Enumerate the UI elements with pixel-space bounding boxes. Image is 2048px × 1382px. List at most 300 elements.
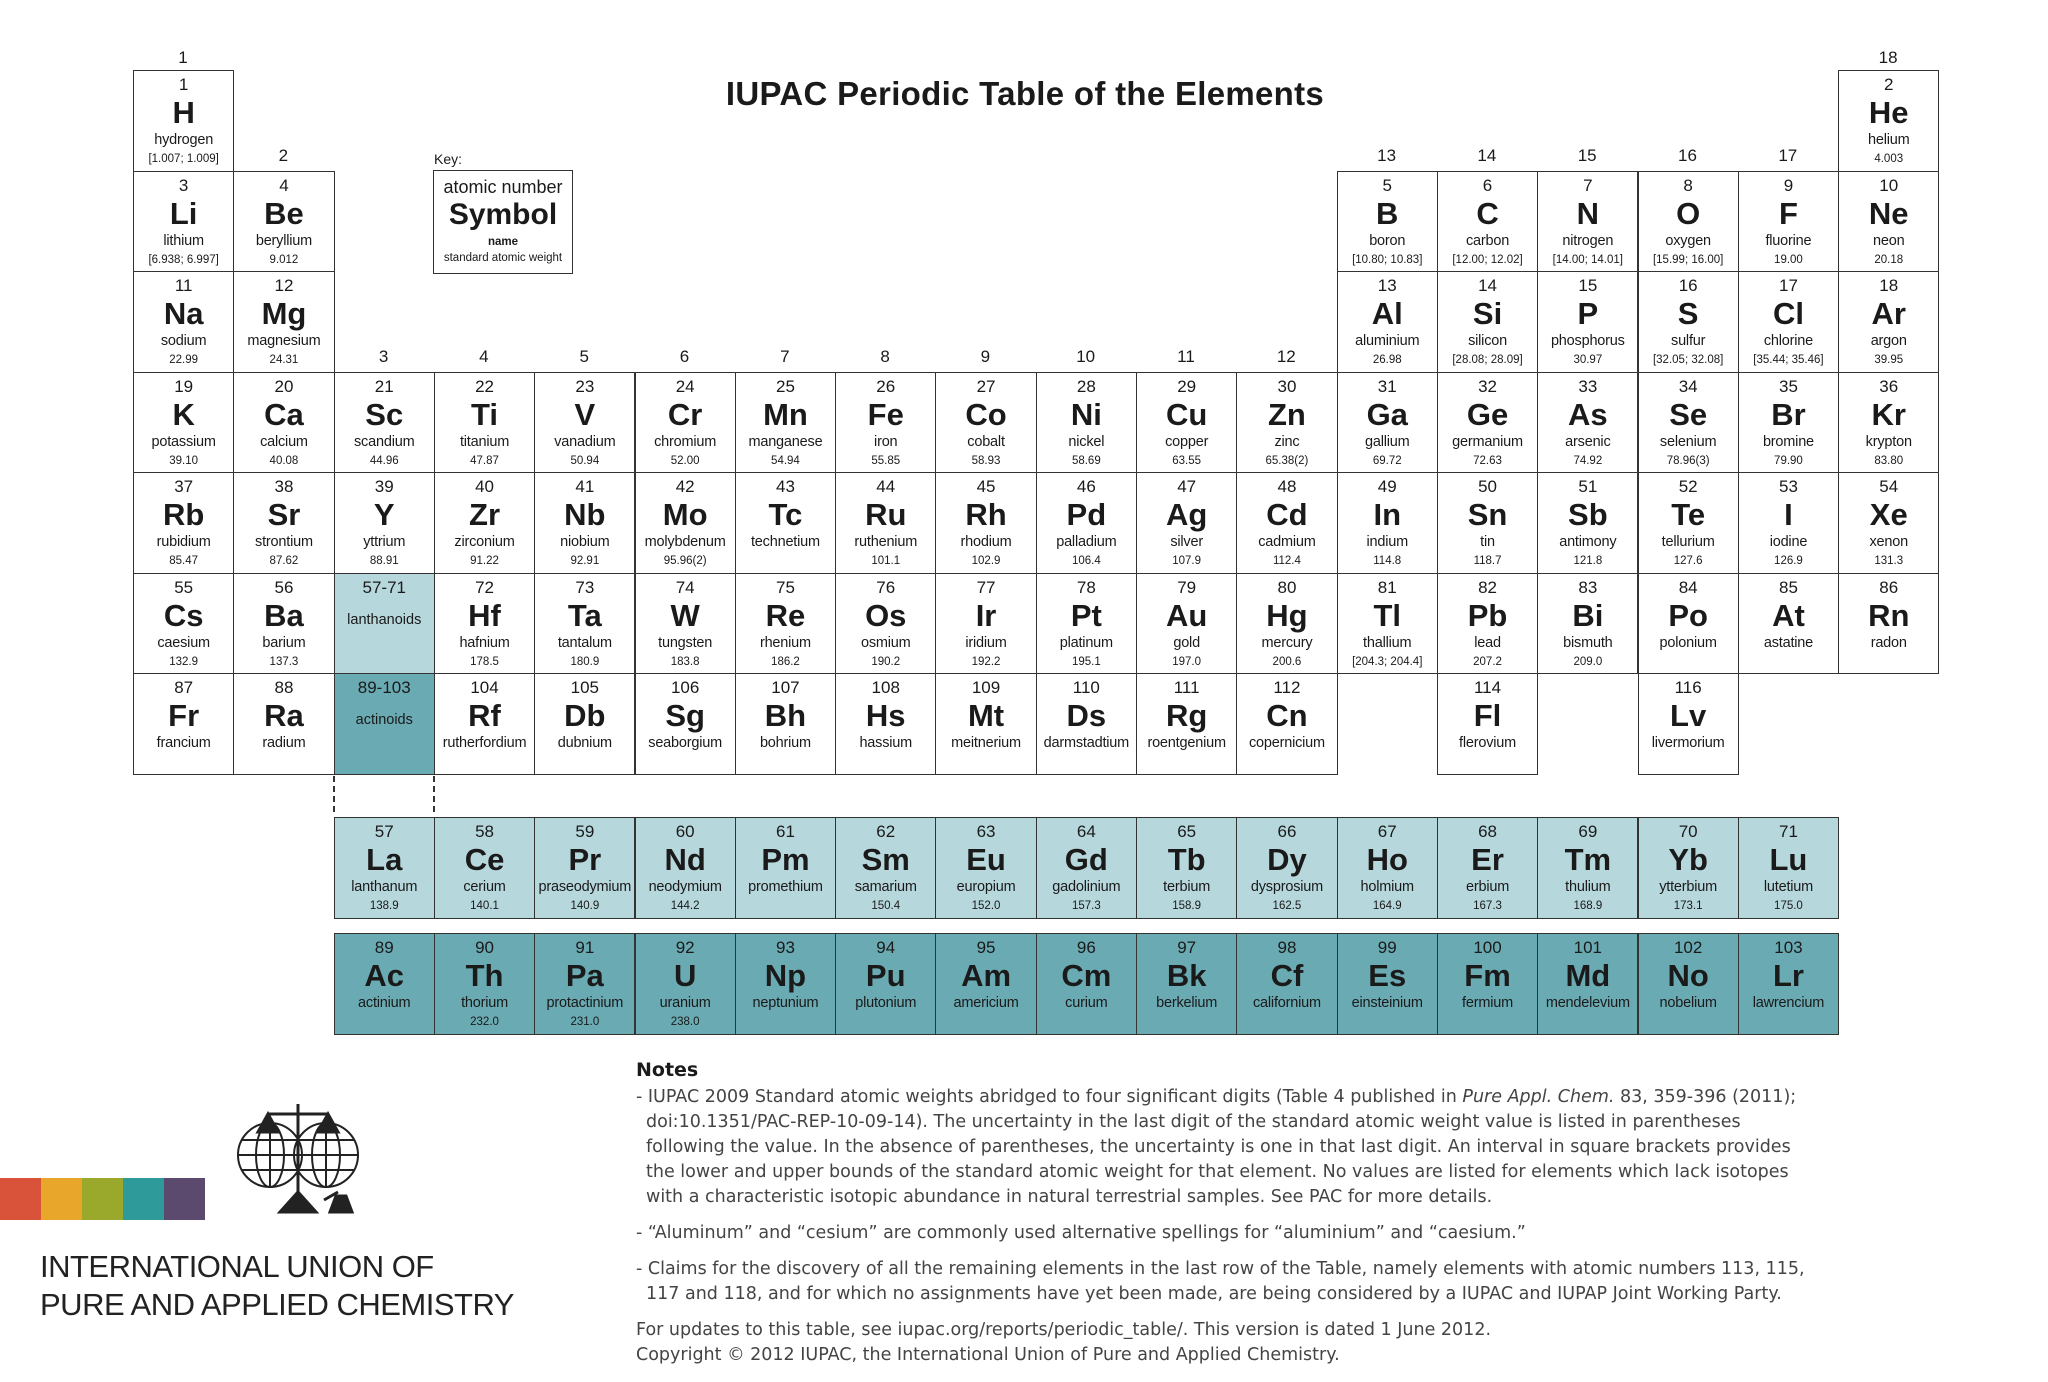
element-name: erbium bbox=[1465, 879, 1510, 895]
atomic-weight: 30.97 bbox=[1573, 354, 1603, 366]
element-cell-Ge bbox=[1437, 372, 1538, 474]
element-cell-He bbox=[1838, 70, 1939, 172]
atomic-weight: 140.1 bbox=[470, 900, 499, 912]
group-number-label: 6 bbox=[679, 346, 690, 366]
element-cell-Ho bbox=[1337, 817, 1438, 919]
atomic-number: 93 bbox=[775, 938, 795, 957]
element-symbol: Ds bbox=[1066, 698, 1107, 733]
element-cell-Zn bbox=[1236, 372, 1337, 474]
element-cell-Ac bbox=[334, 933, 435, 1035]
element-name: copper bbox=[1165, 433, 1209, 450]
atomic-number: 58 bbox=[475, 822, 494, 841]
element-cell-Lv bbox=[1638, 673, 1739, 775]
element-cell-Ga bbox=[1337, 372, 1438, 474]
element-name: roentgenium bbox=[1147, 735, 1226, 751]
element-name: copernicium bbox=[1248, 735, 1325, 751]
element-cell-B bbox=[1337, 171, 1438, 273]
atomic-number: 34 bbox=[1678, 376, 1698, 396]
element-symbol: Ar bbox=[1871, 296, 1906, 331]
element-symbol: Kr bbox=[1871, 396, 1906, 432]
element-symbol: U bbox=[673, 958, 697, 993]
group-number-label: 8 bbox=[880, 346, 890, 366]
series-connector-left bbox=[333, 776, 335, 812]
element-cell-Es bbox=[1337, 933, 1438, 1035]
element-name: iron bbox=[874, 433, 898, 450]
element-symbol: P bbox=[1577, 296, 1599, 331]
element-cell-Hs bbox=[835, 673, 936, 775]
key-label: Key: bbox=[434, 151, 463, 167]
element-symbol: Fm bbox=[1464, 958, 1511, 993]
element-cell-Nb bbox=[534, 472, 635, 574]
atomic-number: 15 bbox=[1578, 276, 1598, 295]
element-cell-Se bbox=[1638, 372, 1739, 474]
element-name: berkelium bbox=[1156, 995, 1218, 1011]
atomic-number: 76 bbox=[876, 577, 896, 597]
atomic-number: 18 bbox=[1879, 276, 1899, 295]
atomic-number: 43 bbox=[775, 477, 795, 496]
group-number-label: 2 bbox=[278, 145, 289, 165]
notes-updates: For updates to this table, see iupac.org/reports/periodic_table/. This version is dated 1 June 2012. bbox=[636, 1320, 1492, 1340]
atomic-number: 36 bbox=[1879, 376, 1899, 396]
element-cell-Pt bbox=[1036, 573, 1137, 675]
element-cell-F bbox=[1738, 171, 1839, 273]
element-symbol: Bh bbox=[764, 698, 807, 733]
element-cell-S bbox=[1638, 271, 1739, 373]
atomic-weight: [35.44; 35.46] bbox=[1753, 354, 1824, 366]
atomic-weight: 138.9 bbox=[369, 900, 399, 912]
element-name: curium bbox=[1065, 995, 1108, 1011]
atomic-number: 82 bbox=[1478, 577, 1497, 597]
element-symbol: Lv bbox=[1670, 698, 1707, 733]
atomic-weight: 140.9 bbox=[570, 900, 600, 912]
atomic-weight: 197.0 bbox=[1172, 655, 1202, 668]
element-name: ytterbium bbox=[1659, 879, 1718, 895]
element-symbol: As bbox=[1568, 396, 1608, 432]
atomic-weight: 126.9 bbox=[1774, 555, 1803, 567]
atomic-number: 32 bbox=[1478, 376, 1497, 396]
element-symbol: Ni bbox=[1070, 396, 1102, 432]
element-name: californium bbox=[1252, 995, 1321, 1011]
placeholder-label: lanthanoids bbox=[347, 611, 422, 628]
element-cell-Si bbox=[1437, 271, 1538, 373]
atomic-number: 16 bbox=[1678, 276, 1698, 295]
element-cell-Pd bbox=[1036, 472, 1137, 574]
element-name: manganese bbox=[748, 433, 823, 450]
atomic-weight: [1.007; 1.009] bbox=[148, 153, 219, 165]
notes-copyright: Copyright © 2012 IUPAC, the International Union of Pure and Applied Chemistry. bbox=[636, 1345, 1340, 1365]
atomic-number: 91 bbox=[575, 938, 595, 957]
group-number-label: 5 bbox=[579, 346, 589, 366]
atomic-weight: 20.18 bbox=[1874, 253, 1904, 266]
atomic-number: 98 bbox=[1277, 938, 1297, 957]
atomic-number: 46 bbox=[1076, 477, 1096, 496]
element-name: caesium bbox=[157, 634, 210, 651]
element-name: calcium bbox=[260, 433, 308, 450]
element-symbol: Sg bbox=[665, 698, 705, 733]
element-symbol: In bbox=[1373, 497, 1402, 532]
element-symbol: Ag bbox=[1165, 497, 1208, 532]
atomic-weight: 118.7 bbox=[1473, 555, 1502, 567]
atomic-weight: 40.08 bbox=[269, 454, 299, 467]
atomic-number: 48 bbox=[1277, 477, 1297, 496]
brand-band bbox=[0, 1178, 41, 1220]
atomic-weight: 39.10 bbox=[169, 454, 199, 467]
element-symbol: Lu bbox=[1769, 842, 1808, 877]
element-name: europium bbox=[956, 879, 1016, 895]
atomic-number: 49 bbox=[1377, 477, 1397, 496]
element-symbol: Xe bbox=[1869, 497, 1908, 532]
atomic-number: 66 bbox=[1277, 822, 1297, 841]
atomic-number: 87 bbox=[174, 678, 194, 697]
element-name: vanadium bbox=[554, 433, 616, 450]
group-number-label: 18 bbox=[1878, 48, 1898, 67]
element-cell-Pa bbox=[534, 933, 635, 1035]
note-1: - IUPAC 2009 Standard atomic weights abridged to four significant digits (Table 4 published in Pure Appl. Chem. 83, 359-396 (2011); doi:10.1351/PAC-REP-10-09-14). The uncertainty in the last digit of the standard atomic weight value is listed in parentheses following the value. In the absence of parentheses, the uncertainty is one in that last digit. An interval in square brackets provides the lower and upper bounds of the standard atomic weight for that element. No values are listed for elements which lack isotopes with a characteristic isotopic abundance in natural terrestrial samples. See PAC for more details. bbox=[636, 1087, 1797, 1207]
group-number-label: 7 bbox=[780, 346, 790, 366]
atomic-number: 39 bbox=[374, 477, 394, 496]
atomic-number: 42 bbox=[675, 477, 695, 496]
key-symbol: Symbol bbox=[448, 198, 558, 231]
element-name: radium bbox=[262, 735, 306, 751]
atomic-weight: 207.2 bbox=[1473, 655, 1502, 668]
atomic-number: 106 bbox=[670, 678, 700, 697]
atomic-number: 71 bbox=[1778, 822, 1798, 841]
key-weight: standard atomic weight bbox=[443, 252, 563, 264]
group-number-label: 9 bbox=[980, 346, 991, 366]
element-cell-Ra bbox=[233, 673, 334, 775]
atomic-number: 89 bbox=[374, 938, 394, 957]
atomic-number: 12 bbox=[274, 276, 294, 295]
atomic-number: 92 bbox=[675, 938, 695, 957]
element-name: holmium bbox=[1360, 879, 1414, 895]
atomic-weight: 209.0 bbox=[1573, 655, 1603, 668]
atomic-weight: 87.62 bbox=[269, 555, 299, 567]
group-number-label: 10 bbox=[1076, 346, 1096, 366]
key-atomic-number: atomic number bbox=[443, 177, 563, 197]
element-symbol: Lr bbox=[1772, 958, 1804, 993]
element-symbol: Rb bbox=[162, 497, 205, 532]
atomic-number: 59 bbox=[575, 822, 595, 841]
atomic-weight: 238.0 bbox=[670, 1016, 700, 1028]
element-symbol: Pd bbox=[1066, 497, 1107, 532]
atomic-number: 17 bbox=[1778, 276, 1798, 295]
atomic-number: 110 bbox=[1072, 678, 1100, 697]
element-cell-Er bbox=[1437, 817, 1538, 919]
element-symbol: Na bbox=[163, 296, 204, 331]
element-name: gallium bbox=[1364, 433, 1410, 450]
element-symbol: Ir bbox=[975, 597, 997, 633]
series-placeholder-actinoids bbox=[334, 673, 435, 775]
atomic-weight: 180.9 bbox=[570, 655, 600, 668]
atomic-number: 7 bbox=[1583, 175, 1593, 195]
atomic-number: 88 bbox=[274, 678, 294, 697]
element-cell-Br bbox=[1738, 372, 1839, 474]
atomic-number: 3 bbox=[178, 175, 189, 195]
element-name: nickel bbox=[1068, 433, 1105, 450]
element-name: darmstadtium bbox=[1043, 735, 1130, 751]
element-symbol: Cm bbox=[1061, 958, 1112, 993]
element-name: bromine bbox=[1762, 433, 1814, 450]
element-cell-Mn bbox=[735, 372, 836, 474]
element-symbol: Np bbox=[764, 958, 807, 993]
atomic-weight: 190.2 bbox=[871, 655, 901, 668]
atomic-weight: 144.2 bbox=[670, 900, 700, 912]
element-symbol: H bbox=[172, 95, 195, 130]
element-cell-Db bbox=[534, 673, 635, 775]
element-name: aluminium bbox=[1355, 333, 1420, 349]
element-cell-H bbox=[133, 70, 234, 172]
element-cell-Al bbox=[1337, 271, 1438, 373]
element-cell-Dy bbox=[1236, 817, 1337, 919]
element-symbol: Po bbox=[1668, 597, 1708, 633]
atomic-number: 70 bbox=[1678, 822, 1698, 841]
group-number-label: 11 bbox=[1177, 346, 1195, 366]
atomic-number: 54 bbox=[1879, 477, 1899, 496]
element-symbol: Sn bbox=[1467, 497, 1508, 532]
element-cell-Gd bbox=[1036, 817, 1137, 919]
atomic-weight: 152.0 bbox=[971, 900, 1001, 912]
element-cell-V bbox=[534, 372, 635, 474]
atomic-number: 8 bbox=[1683, 175, 1693, 195]
element-cell-Ce bbox=[434, 817, 535, 919]
atomic-number: 74 bbox=[675, 577, 695, 597]
element-cell-Ag bbox=[1136, 472, 1237, 574]
element-symbol: Pm bbox=[761, 842, 810, 877]
element-symbol: B bbox=[1376, 195, 1399, 231]
element-symbol: Te bbox=[1671, 497, 1706, 532]
element-cell-Hg bbox=[1236, 573, 1337, 675]
element-symbol: Db bbox=[564, 698, 606, 733]
atomic-number: 30 bbox=[1277, 376, 1297, 396]
element-cell-Yb bbox=[1638, 817, 1739, 919]
atomic-number: 35 bbox=[1778, 376, 1798, 396]
atomic-number: 109 bbox=[971, 678, 1001, 697]
atomic-weight: [28.08; 28.09] bbox=[1452, 354, 1523, 366]
atomic-number: 4 bbox=[279, 175, 289, 195]
element-cell-Kr bbox=[1838, 372, 1939, 474]
element-cell-C bbox=[1437, 171, 1538, 273]
element-symbol: Ho bbox=[1366, 842, 1408, 877]
element-name: protactinium bbox=[546, 995, 624, 1011]
atomic-number: 99 bbox=[1377, 938, 1397, 957]
atomic-weight: 186.2 bbox=[771, 655, 800, 668]
element-symbol: Er bbox=[1471, 842, 1504, 877]
element-name: tellurium bbox=[1661, 534, 1715, 550]
element-cell-Ca bbox=[233, 372, 334, 474]
element-symbol: Rh bbox=[965, 497, 1007, 532]
element-symbol: Tc bbox=[768, 497, 803, 532]
element-cell-As bbox=[1537, 372, 1638, 474]
atomic-number: 57 bbox=[374, 822, 394, 841]
element-symbol: Sm bbox=[861, 842, 910, 877]
element-cell-Bi bbox=[1537, 573, 1638, 675]
element-name: phosphorus bbox=[1550, 333, 1625, 349]
element-cell-Na bbox=[133, 271, 234, 373]
element-name: krypton bbox=[1865, 433, 1912, 450]
atomic-number: 55 bbox=[174, 577, 194, 597]
element-cell-Mt bbox=[935, 673, 1036, 775]
element-name: americium bbox=[953, 995, 1019, 1011]
atomic-number: 37 bbox=[174, 477, 194, 496]
element-cell-I bbox=[1738, 472, 1839, 574]
element-name: argon bbox=[1870, 333, 1907, 349]
atomic-number: 52 bbox=[1678, 477, 1698, 496]
atomic-number: 28 bbox=[1076, 376, 1096, 396]
element-cell-Fe bbox=[835, 372, 936, 474]
atomic-number: 9 bbox=[1783, 175, 1794, 195]
element-cell-Tm bbox=[1537, 817, 1638, 919]
atomic-weight: 88.91 bbox=[369, 555, 399, 567]
atomic-number: 41 bbox=[575, 477, 595, 496]
atomic-weight: 183.8 bbox=[670, 655, 700, 668]
element-name: tantalum bbox=[557, 634, 612, 651]
element-cell-Pb bbox=[1437, 573, 1538, 675]
element-symbol: Pb bbox=[1467, 597, 1508, 633]
element-name: gadolinium bbox=[1052, 879, 1121, 895]
atomic-weight: [14.00; 14.01] bbox=[1552, 253, 1623, 266]
element-symbol: La bbox=[366, 842, 403, 877]
atomic-number: 47 bbox=[1177, 477, 1197, 496]
element-symbol: Sr bbox=[267, 497, 301, 532]
element-name: flerovium bbox=[1459, 735, 1517, 751]
element-symbol: He bbox=[1868, 95, 1909, 130]
element-name: hydrogen bbox=[154, 132, 214, 148]
element-name: barium bbox=[262, 634, 306, 651]
atomic-number: 97 bbox=[1177, 938, 1197, 957]
element-cell-In bbox=[1337, 472, 1438, 574]
atomic-number: 29 bbox=[1177, 376, 1197, 396]
element-name: astatine bbox=[1763, 634, 1814, 651]
element-symbol: C bbox=[1476, 195, 1499, 231]
placeholder-range: 57-71 bbox=[362, 577, 406, 597]
atomic-weight: 200.6 bbox=[1272, 655, 1302, 668]
element-cell-Sb bbox=[1537, 472, 1638, 574]
element-symbol: Ba bbox=[264, 597, 304, 633]
atomic-number: 33 bbox=[1578, 376, 1598, 396]
element-name: neodymium bbox=[648, 879, 722, 895]
atomic-weight: 121.8 bbox=[1573, 555, 1603, 567]
element-symbol: Yb bbox=[1668, 842, 1708, 877]
placeholder-label: actinoids bbox=[355, 712, 413, 728]
element-cell-Lr bbox=[1738, 933, 1839, 1035]
atomic-weight: 107.9 bbox=[1172, 555, 1202, 567]
atomic-weight: 39.95 bbox=[1874, 354, 1904, 366]
atomic-number: 72 bbox=[475, 577, 494, 597]
element-name: palladium bbox=[1056, 534, 1117, 550]
element-symbol: K bbox=[172, 396, 195, 432]
element-symbol: Nb bbox=[564, 497, 606, 532]
element-name: dysprosium bbox=[1250, 879, 1324, 895]
element-cell-Pu bbox=[835, 933, 936, 1035]
element-name: silver bbox=[1170, 534, 1203, 550]
atomic-number: 23 bbox=[575, 376, 595, 396]
element-name: oxygen bbox=[1665, 232, 1711, 249]
atomic-weight: 78.96(3) bbox=[1666, 454, 1710, 467]
element-cell-Bk bbox=[1136, 933, 1237, 1035]
atomic-number: 25 bbox=[775, 376, 795, 396]
element-symbol: Au bbox=[1165, 597, 1208, 633]
atomic-number: 103 bbox=[1774, 938, 1803, 957]
element-name: samarium bbox=[854, 879, 917, 895]
element-name: platinum bbox=[1059, 634, 1113, 651]
element-name: plutonium bbox=[855, 995, 917, 1011]
element-name: iridium bbox=[965, 634, 1007, 651]
atomic-number: 53 bbox=[1778, 477, 1798, 496]
atomic-number: 90 bbox=[475, 938, 494, 957]
element-symbol: Re bbox=[765, 597, 806, 633]
element-cell-Hf bbox=[434, 573, 535, 675]
atomic-number: 111 bbox=[1173, 678, 1200, 697]
element-cell-Te bbox=[1638, 472, 1739, 574]
element-cell-Sn bbox=[1437, 472, 1538, 574]
element-symbol: Y bbox=[373, 497, 395, 532]
element-symbol: Cr bbox=[667, 396, 703, 432]
atomic-weight: 106.4 bbox=[1071, 555, 1101, 567]
element-cell-Pm bbox=[735, 817, 836, 919]
element-name: helium bbox=[1867, 132, 1910, 148]
element-cell-Sg bbox=[635, 673, 736, 775]
element-symbol: Cs bbox=[163, 597, 204, 633]
element-symbol: Si bbox=[1472, 296, 1503, 331]
element-cell-Cm bbox=[1036, 933, 1137, 1035]
key-name: name bbox=[487, 236, 519, 248]
element-name: francium bbox=[156, 735, 211, 751]
placeholder-range: 89-103 bbox=[357, 678, 411, 697]
element-symbol: Th bbox=[465, 958, 504, 993]
atomic-weight: [204.3; 204.4] bbox=[1352, 655, 1423, 668]
element-cell-Sc bbox=[334, 372, 435, 474]
element-name: lutetium bbox=[1763, 879, 1814, 895]
element-name: germanium bbox=[1452, 433, 1523, 450]
element-symbol: Ac bbox=[364, 958, 405, 993]
element-symbol: Ne bbox=[1868, 195, 1909, 231]
atomic-number: 83 bbox=[1578, 577, 1598, 597]
atomic-number: 67 bbox=[1377, 822, 1397, 841]
element-name: beryllium bbox=[255, 232, 313, 249]
atomic-weight: 158.9 bbox=[1172, 900, 1202, 912]
element-symbol: Hs bbox=[865, 698, 906, 733]
atomic-number: 104 bbox=[470, 678, 499, 697]
element-symbol: Rn bbox=[1868, 597, 1910, 633]
series-placeholder-lanthanoids bbox=[334, 573, 435, 675]
element-symbol: At bbox=[1772, 597, 1805, 633]
atomic-number: 10 bbox=[1879, 175, 1899, 195]
atomic-weight: [12.00; 12.02] bbox=[1452, 253, 1523, 266]
brand-band bbox=[164, 1178, 205, 1220]
group-number-label: 14 bbox=[1477, 145, 1497, 165]
element-cell-Rg bbox=[1136, 673, 1237, 775]
group-number-label: 17 bbox=[1778, 145, 1798, 165]
atomic-number: 61 bbox=[775, 822, 795, 841]
atomic-weight: 232.0 bbox=[470, 1016, 499, 1028]
atomic-weight: [15.99; 16.00] bbox=[1652, 253, 1724, 266]
element-cell-Re bbox=[735, 573, 836, 675]
element-cell-N bbox=[1537, 171, 1638, 273]
element-name: nitrogen bbox=[1562, 232, 1614, 249]
element-name: cerium bbox=[463, 879, 506, 895]
atomic-weight: 175.0 bbox=[1774, 900, 1803, 912]
atomic-weight: 164.9 bbox=[1372, 900, 1402, 912]
element-symbol: Fe bbox=[867, 396, 904, 432]
element-name: titanium bbox=[459, 433, 510, 450]
element-cell-Ir bbox=[935, 573, 1036, 675]
element-symbol: Zn bbox=[1268, 396, 1306, 432]
atomic-number: 56 bbox=[274, 577, 294, 597]
element-name: terbium bbox=[1163, 879, 1211, 895]
element-cell-No bbox=[1638, 933, 1739, 1035]
element-symbol: Ra bbox=[264, 698, 304, 733]
key-legend bbox=[433, 170, 573, 274]
